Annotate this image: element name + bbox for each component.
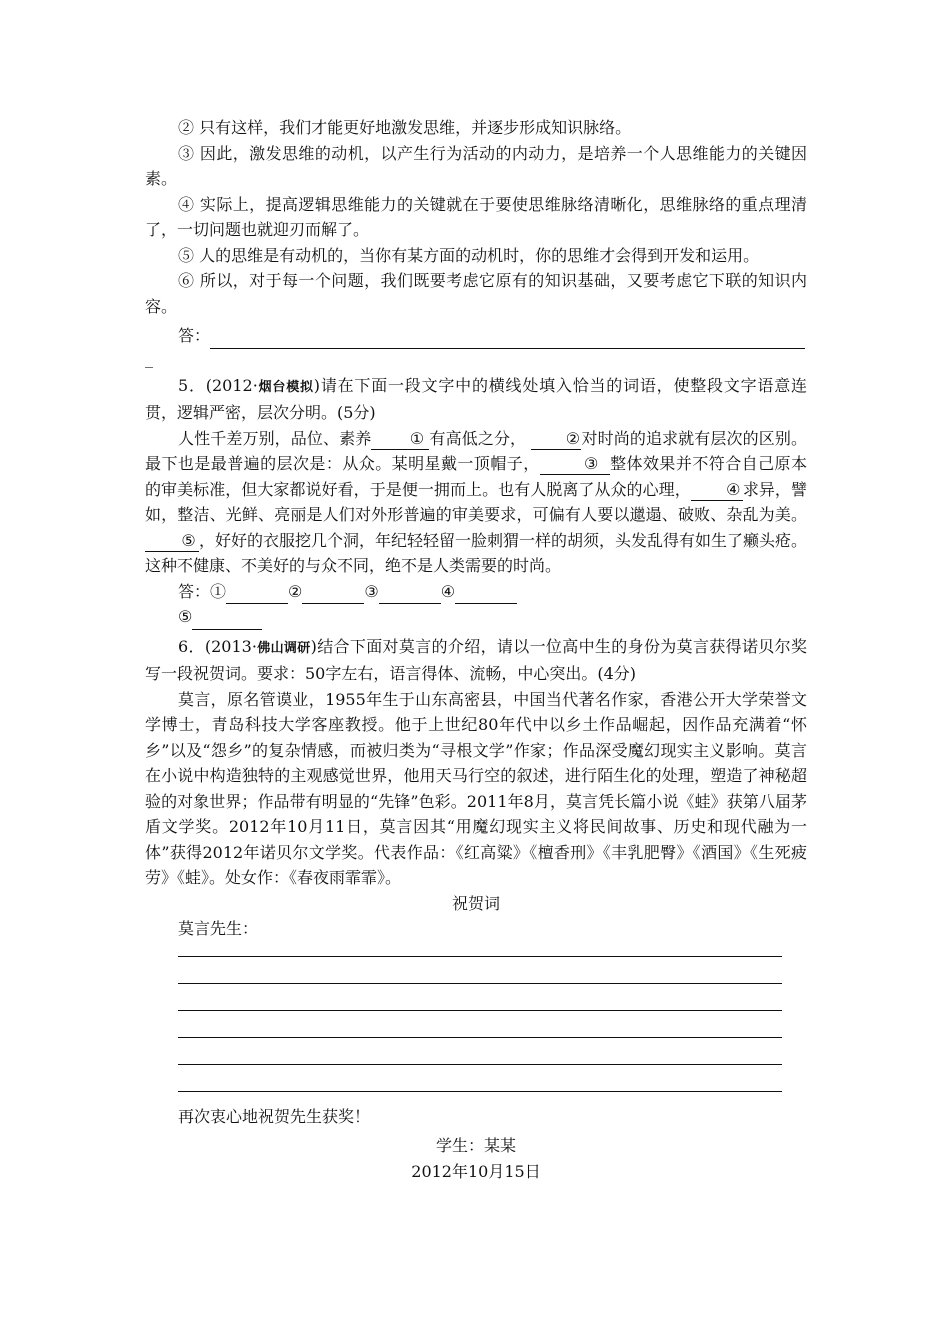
q5-text: )请在下面一段文字中的横线处填入恰当的词语，使整段文字语意连贯，逻辑严密，层次分明。(5分) <box>145 375 807 422</box>
q5-seg4: 整体效果并不符合自己原本的审美标准，但大家都说好看，于是便一拥而上。也有人脱离了从众的心理， <box>145 454 807 499</box>
item-6: ⑥ 所以，对于每一个问题，我们既要考虑它原有的知识基础，又要考虑它下联的知识内容。 <box>145 271 807 316</box>
q5-answer-label: 答： <box>178 581 211 601</box>
q5-blank-1[interactable]: ① <box>371 429 429 450</box>
q6-closing: 再次衷心地祝贺先生获奖！ <box>178 1106 371 1126</box>
q6-prompt <box>145 634 807 687</box>
answer-label: 答： <box>178 326 211 345</box>
q5-answer-3[interactable] <box>379 585 441 604</box>
q5-answer-5[interactable] <box>192 611 262 630</box>
q6-intro: 莫言，原名管谟业，1955年生于山东高密县，中国当代著名作家，香港公开大学荣誉文学博士，青岛科技大学客座教授。他于上世纪80年代中以乡土作品崛起，因作品充满着“怀乡”以及“怨乡”的复杂情感，而被归类为“寻根文学”作家；作品深受魔幻现实主义影响。莫言在小说中构造独特的主观感觉世界，他用天马行空的叙述，进行陌生化的处理，塑造了神秘超验的对象世界；作品带有明显的“先锋”色彩。2011年8月，莫言凭长篇小说《蛙》获第八届茅盾文学奖。2012年10月11日，莫言因其“用魔幻现实主义将民间故事、历史和现代融为一体”获得2012年诺贝尔文学奖。代表作品：《红高粱》《檀香刑》《丰乳肥臀》《酒国》《生死疲劳》《蛙》。处女作：《春夜雨霏霏》。 <box>145 689 807 887</box>
q5-answer-row-2 <box>145 604 807 630</box>
q5-answer-1[interactable] <box>226 585 288 604</box>
q5-prompt <box>145 373 807 426</box>
writing-line[interactable] <box>178 956 782 957</box>
writing-line[interactable] <box>178 1037 782 1038</box>
q6-salutation: 莫言先生： <box>178 919 259 938</box>
q5-answer-row <box>145 579 807 605</box>
q5-seg6: ，好好的衣服挖几个洞，年纪轻轻留一脸刺猬一样的胡须，头发乱得有如生了癞头疮。这种不健康、不美好的与众不同，绝不是人类需要的时尚。 <box>145 530 808 575</box>
q6-signature: 学生：某某 <box>435 1136 516 1155</box>
writing-line[interactable] <box>178 983 782 984</box>
q5-blank-2[interactable]: ② <box>531 429 581 450</box>
q5-source: 烟台模拟 <box>257 379 314 395</box>
document-page <box>145 115 807 1184</box>
writing-line[interactable] <box>178 1091 782 1092</box>
q6-text: )结合下面对莫言的介绍，请以一位高中生的身份为莫言获得诺贝尔奖写一段祝贺词。要求：50字左右，语言得体、流畅，中心突出。(4分) <box>145 636 807 683</box>
item-5: ⑤ 人的思维是有动机的，当你有某方面的动机时，你的思维才会得到开发和运用。 <box>178 245 760 265</box>
q5-answer-2[interactable] <box>302 585 364 604</box>
item-2: ② 只有这样，我们才能更好地激发思维，并逐步形成知识脉络。 <box>178 118 632 137</box>
writing-lines[interactable] <box>145 956 807 1092</box>
item-3: ③ 因此，激发思维的动机，以产生行为活动的内动力，是培养一个人思维能力的关键因素。 <box>145 143 807 188</box>
q5-answer-4[interactable] <box>455 585 517 604</box>
q6-heading: 祝贺词 <box>451 893 500 913</box>
q5-mark-3: ③ <box>364 581 379 601</box>
q6-date: 2012年10月15日 <box>411 1161 541 1181</box>
q6-source: 佛山调研 <box>256 640 311 656</box>
q5-passage <box>145 426 807 579</box>
writing-line[interactable] <box>178 1064 782 1065</box>
q5-seg2: 有高低之分， <box>429 428 527 448</box>
q5-number: 5．(2012· <box>178 375 258 395</box>
q5-seg1: 人性千差万别，品位、素养 <box>178 428 372 448</box>
writing-line[interactable] <box>178 1010 782 1011</box>
answer-line[interactable] <box>210 330 805 349</box>
item-4: ④ 实际上，提高逻辑思维能力的关键就在于要使思维脉络清晰化，思维脉络的重点理清了，一切问题也就迎刃而解了。 <box>145 194 807 239</box>
q5-mark-5: ⑤ <box>178 607 193 626</box>
q5-blank-4[interactable]: ④ <box>691 480 743 501</box>
q5-blank-5[interactable]: ⑤ <box>145 531 199 552</box>
q5-mark-4: ④ <box>440 581 456 601</box>
q5-seg3: 对时尚的追求就有层次的区别。最下也是最普遍的层次是：从众。某明星戴一顶帽子， <box>145 428 807 473</box>
q5-mark-1: ① <box>210 581 227 601</box>
q5-mark-2: ② <box>288 581 303 601</box>
q5-seg5: 求异，譬如，整洁、光鲜、亮丽是人们对外形普遍的审美要求，可偏有人要以邋遢、破败、杂乱为美。 <box>145 479 807 524</box>
q6-number: 6．(2013· <box>178 636 257 656</box>
answer-row <box>145 323 807 349</box>
answer-tail: _ <box>145 348 153 368</box>
q5-blank-3[interactable]: ③ <box>540 454 610 475</box>
